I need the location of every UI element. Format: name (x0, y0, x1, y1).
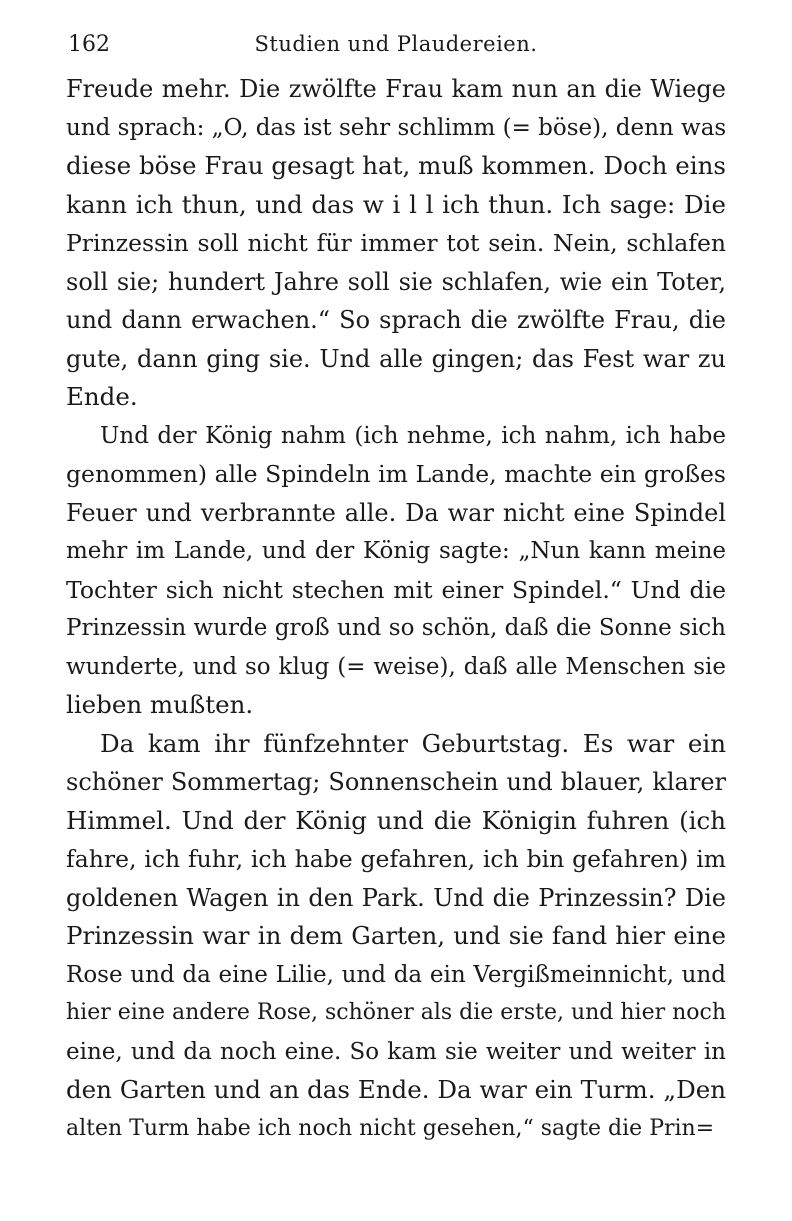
text-line: Ende. (66, 382, 138, 411)
text-line: Tochter sich nicht stechen mit einer Spindel.“ Und die (66, 575, 726, 604)
text-line: Feuer und verbrannte alle. Da war nicht eine Spindel (66, 498, 726, 527)
text-line: genommen) alle Spindeln im Lande, machte ein großes (66, 460, 726, 488)
paragraph (66, 70, 726, 417)
paragraph (66, 417, 726, 725)
text-line: Da kam ihr fünfzehnter Geburtstag. Es war ein (100, 728, 726, 758)
text-line: Prinzessin wurde groß und so schön, daß die Sonne sich (66, 615, 726, 641)
text-line: gute, dann ging sie. Und alle gingen; das Fest war zu (66, 344, 726, 373)
text-line: Rose und da eine Lilie, und da ein Vergißmeinnicht, und (66, 961, 726, 988)
text-line: Freude mehr. Die zwölfte Frau kam nun an die Wiege (66, 75, 726, 103)
text-line: kann ich thun, und das w i l l ich thun. Ich sage: Die (66, 189, 726, 219)
text-line: alten Turm habe ich noch nicht gesehen,“ sagte die Prin= (66, 1115, 715, 1141)
text-line: wunderte, und so klug (= weise), daß alle Menschen sie (66, 653, 726, 680)
text-line: Prinzessin soll nicht für immer tot sein. Nein, schlafen (66, 229, 726, 257)
book-page (66, 30, 726, 1148)
text-line: und sprach: „O, das ist sehr schlimm (= böse), denn was (66, 114, 726, 141)
text-line: Und der König nahm (ich nehme, ich nahm, ich habe (100, 422, 726, 449)
text-line: mehr im Lande, und der König sagte: „Nun kann meine (66, 538, 726, 564)
text-line: schöner Sommertag; Sonnenschein und blauer, klarer (66, 768, 726, 796)
text-line: eine, und da noch eine. So kam sie weiter und weiter in (66, 1038, 726, 1065)
body-text (66, 70, 726, 1148)
text-line: diese böse Frau gesagt hat, muß kommen. Doch eins (66, 151, 726, 180)
text-line: soll sie; hundert Jahre soll sie schlafen, wie ein Toter, (66, 267, 726, 296)
text-line: Prinzessin war in dem Garten, und sie fand hier eine (66, 921, 726, 950)
text-line: hier eine andere Rose, schöner als die erste, und hier noch (66, 1000, 726, 1025)
running-title: Studien und Plaudereien. (254, 32, 538, 56)
text-line: Himmel. Und der König und die Königin fuhren (ich (66, 805, 726, 835)
paragraph (66, 725, 726, 1149)
text-line: lieben mußten. (66, 690, 254, 719)
text-line: fahre, ich fuhr, ich habe gefahren, ich bin gefahren) im (66, 845, 726, 873)
page-header (66, 30, 726, 70)
text-line: den Garten und an das Ende. Da war ein Turm. „Den (66, 1075, 726, 1104)
page-number: 162 (68, 32, 110, 57)
text-line: und dann erwachen.“ So sprach die zwölfte Frau, die (66, 306, 726, 334)
text-line: goldenen Wagen in den Park. Und die Prinzessin? Die (66, 883, 726, 912)
